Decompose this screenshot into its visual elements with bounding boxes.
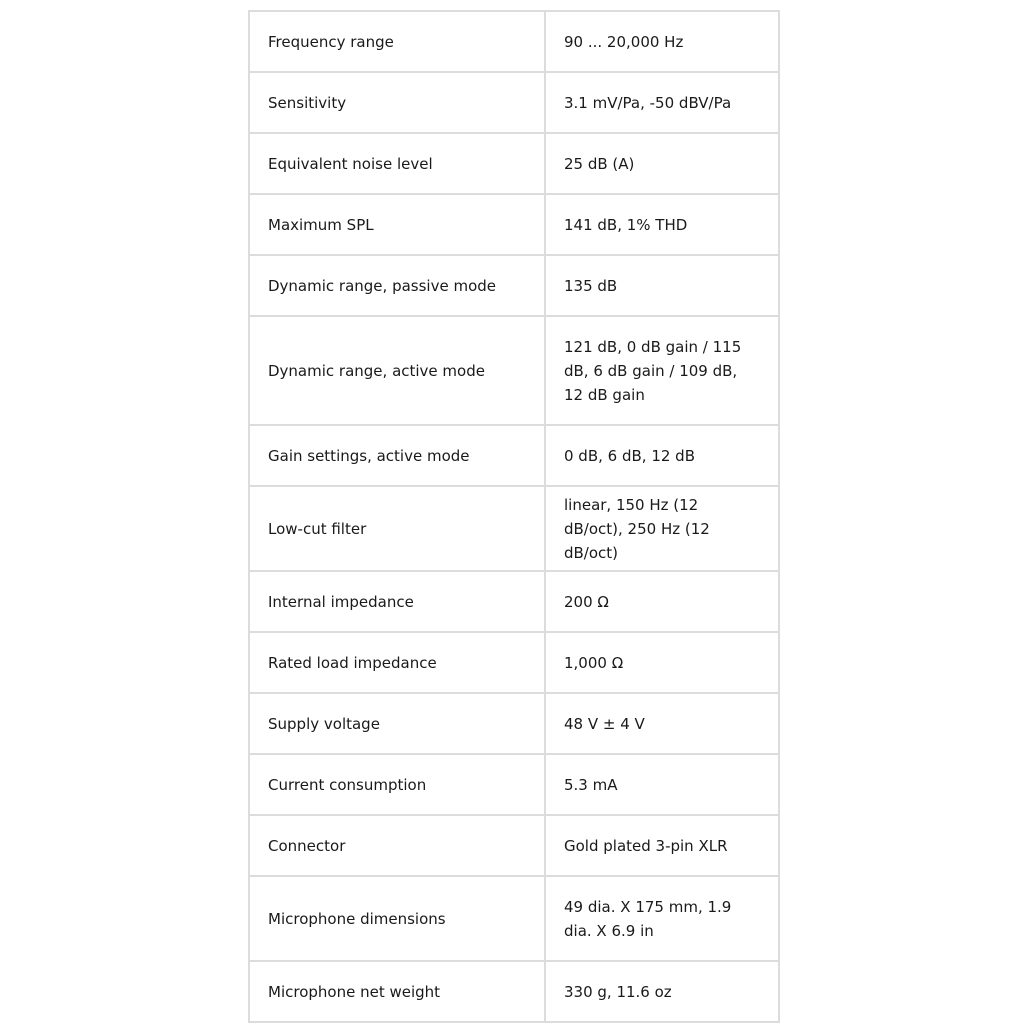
spec-value: 135 dB — [545, 255, 779, 316]
table-row — [249, 72, 779, 133]
spec-value: 90 ... 20,000 Hz — [545, 11, 779, 72]
spec-label: Microphone dimensions — [249, 876, 545, 961]
spec-value: 121 dB, 0 dB gain / 115 dB, 6 dB gain / 109 dB, 12 dB gain — [545, 316, 779, 425]
spec-label: Connector — [249, 815, 545, 876]
table-row — [249, 486, 779, 571]
table-row — [249, 133, 779, 194]
table-row — [249, 255, 779, 316]
spec-value: 25 dB (A) — [545, 133, 779, 194]
spec-value: 200 Ω — [545, 571, 779, 632]
specifications-table — [248, 10, 780, 1023]
spec-label: Dynamic range, active mode — [249, 316, 545, 425]
spec-label: Dynamic range, passive mode — [249, 255, 545, 316]
spec-value: linear, 150 Hz (12 dB/oct), 250 Hz (12 dB/oct) — [545, 486, 779, 571]
spec-label: Current consumption — [249, 754, 545, 815]
spec-label: Internal impedance — [249, 571, 545, 632]
spec-label: Gain settings, active mode — [249, 425, 545, 486]
table-row — [249, 571, 779, 632]
spec-value: 49 dia. X 175 mm, 1.9 dia. X 6.9 in — [545, 876, 779, 961]
spec-label: Maximum SPL — [249, 194, 545, 255]
table-row — [249, 961, 779, 1022]
spec-label: Frequency range — [249, 11, 545, 72]
spec-value: 3.1 mV/Pa, -50 dBV/Pa — [545, 72, 779, 133]
table-row — [249, 632, 779, 693]
spec-value: 1,000 Ω — [545, 632, 779, 693]
table-row — [249, 425, 779, 486]
spec-value: 5.3 mA — [545, 754, 779, 815]
table-row — [249, 754, 779, 815]
spec-value: 141 dB, 1% THD — [545, 194, 779, 255]
spec-value: 330 g, 11.6 oz — [545, 961, 779, 1022]
spec-label: Sensitivity — [249, 72, 545, 133]
table-row — [249, 876, 779, 961]
spec-label: Microphone net weight — [249, 961, 545, 1022]
table-row — [249, 693, 779, 754]
spec-label: Low-cut filter — [249, 486, 545, 571]
table-row — [249, 194, 779, 255]
spec-label: Equivalent noise level — [249, 133, 545, 194]
spec-value: 0 dB, 6 dB, 12 dB — [545, 425, 779, 486]
spec-label: Supply voltage — [249, 693, 545, 754]
spec-value: Gold plated 3-pin XLR — [545, 815, 779, 876]
table-row — [249, 316, 779, 425]
table-row — [249, 11, 779, 72]
table-row — [249, 815, 779, 876]
spec-value: 48 V ± 4 V — [545, 693, 779, 754]
spec-label: Rated load impedance — [249, 632, 545, 693]
